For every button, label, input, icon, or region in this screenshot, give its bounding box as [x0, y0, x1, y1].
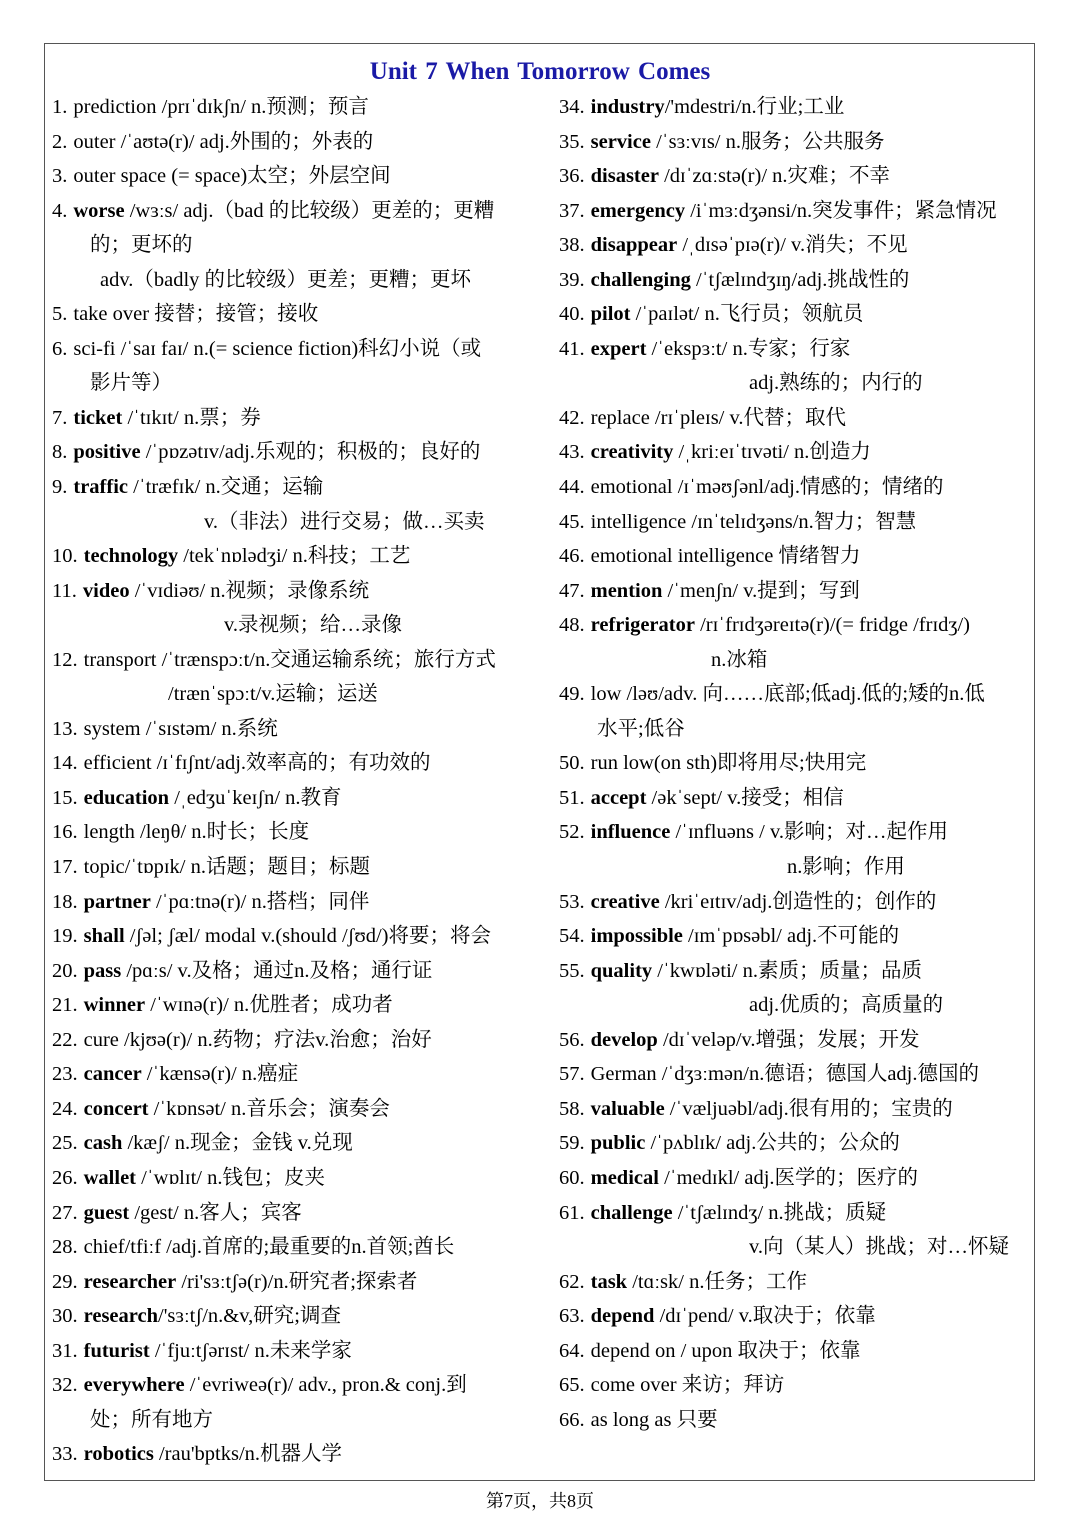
vocab-entry [52, 781, 532, 816]
entry-number: 59. [559, 1132, 585, 1155]
vocab-entry [52, 954, 532, 989]
entry-number: 55. [559, 959, 585, 982]
vocab-entry [52, 159, 532, 194]
vocab-entry [52, 1265, 532, 1300]
vocab-column-left [52, 90, 532, 1472]
entry-definition: /ˈfjuːtʃərɪst/ n.未来学家 [149, 1339, 352, 1362]
entry-number: 11. [52, 579, 77, 602]
vocab-continuation: 影片等） [90, 372, 172, 395]
vocab-continuation: 水平;低谷 [597, 717, 685, 740]
entry-number: 14. [52, 752, 78, 775]
vocab-continuation: adv.（badly 的比较级）更差；更糟；更坏 [100, 268, 472, 291]
entry-definition: /tfiːf /adj.首席的;最重要的n.首领;酋长 [124, 1236, 455, 1259]
entry-word: quality [590, 959, 653, 982]
vocab-entry [559, 1299, 1034, 1334]
vocab-entry [52, 850, 532, 885]
vocab-continuation: v.录视频；给…录像 [224, 614, 403, 637]
entry-number: 7. [52, 406, 68, 429]
vocab-entry [559, 297, 1034, 332]
vocab-continuation: /trænˈspɔːt/v.运输；运送 [168, 683, 378, 706]
entry-definition: /ˈevriweə(r)/ adv., pron.& conj.到 [184, 1374, 467, 1397]
entry-word: technology [83, 545, 179, 568]
vocab-entry [52, 1161, 532, 1196]
entry-number: 5. [52, 303, 68, 326]
entry-number: 19. [52, 925, 78, 948]
entry-word: emotional [590, 476, 673, 499]
vocab-continuation: v.（非法）进行交易；做…买卖 [204, 510, 485, 533]
vocab-entry [52, 1334, 532, 1369]
entry-word: impossible [590, 925, 683, 948]
entry-number: 64. [559, 1339, 585, 1362]
entry-number: 62. [559, 1270, 585, 1293]
entry-number: 10. [52, 545, 78, 568]
vocab-entry [559, 539, 1034, 574]
entry-number: 43. [559, 441, 585, 464]
entry-number: 52. [559, 821, 585, 844]
entry-definition: 接替；接管；接收 [149, 303, 319, 326]
vocab-continuation: n.冰箱 [711, 648, 768, 671]
entry-number: 46. [559, 545, 585, 568]
vocab-entry [52, 332, 532, 367]
entry-word: researcher [83, 1270, 177, 1293]
entry-word: topic [83, 856, 125, 879]
vocab-entry [559, 1334, 1034, 1369]
entry-word: challenging [590, 268, 691, 291]
entry-word: industry [590, 96, 665, 118]
vocab-entry [52, 435, 532, 470]
entry-number: 44. [559, 476, 585, 499]
entry-definition: /tekˈnɒlədʒi/ n.科技；工艺 [178, 545, 411, 568]
entry-number: 22. [52, 1028, 78, 1051]
vocab-entry [559, 677, 1034, 712]
entry-number: 35. [559, 130, 585, 153]
entry-word: outer space [73, 165, 167, 188]
vocab-entry [559, 332, 1034, 367]
entry-definition: (= space)太空；外层空间 [166, 165, 391, 188]
vocab-entry [52, 746, 532, 781]
entry-definition: /ˌkriːeɪˈtɪvəti/ n.创造力 [673, 441, 871, 464]
vocab-entry [52, 574, 532, 609]
entry-number: 57. [559, 1063, 585, 1086]
entry-number: 8. [52, 441, 68, 464]
entry-definition: /ˈpʌblɪk/ adj.公共的；公众的 [645, 1132, 900, 1155]
entry-word: German [590, 1063, 657, 1086]
entry-number: 47. [559, 579, 585, 602]
entry-definition: /ɪˈfɪʃnt/adj.效率高的；有功效的 [151, 752, 431, 775]
entry-word: winner [83, 994, 146, 1017]
entry-number: 24. [52, 1097, 78, 1120]
entry-definition: /ˈmedɪkl/ adj.医学的；医疗的 [658, 1166, 919, 1189]
entry-word: ticket [73, 406, 123, 429]
entry-definition: /rau'bptks/n.机器人学 [153, 1443, 343, 1466]
entry-word: partner [83, 890, 151, 913]
entry-word: depend on / upon [590, 1339, 733, 1362]
entry-definition: /ləʊ/adv. 向……底部;低adj.低的;矮的n.低 [621, 683, 985, 706]
entry-word: efficient [83, 752, 152, 775]
entry-number: 2. [52, 130, 68, 153]
vocab-continuation: 处；所有地方 [90, 1408, 213, 1431]
entry-word: develop [590, 1028, 658, 1051]
entry-definition: /ˈwɪnə(r)/ n.优胜者；成功者 [145, 994, 393, 1017]
entry-word: medical [590, 1166, 659, 1189]
entry-word: challenge [590, 1201, 673, 1224]
vocab-continuation: v.向（某人）挑战；对…怀疑 [749, 1236, 1010, 1259]
entry-number: 25. [52, 1132, 78, 1155]
entry-word: refrigerator [590, 614, 695, 637]
entry-number: 18. [52, 890, 78, 913]
vocab-entry [52, 1230, 532, 1265]
vocab-entry [52, 125, 532, 160]
entry-word: chief [83, 1236, 125, 1259]
entry-word: accept [590, 786, 647, 809]
entry-number: 34. [559, 96, 585, 118]
entry-definition: /iˈmɜːdʒənsi/n.突发事件；紧急情况 [685, 199, 997, 222]
entry-number: 16. [52, 821, 78, 844]
vocab-entry [52, 1196, 532, 1231]
entry-word: emergency [590, 199, 686, 222]
vocab-entry [559, 815, 1034, 850]
entry-number: 51. [559, 786, 585, 809]
entry-definition: /ˈtʃælɪndʒ/ n.挑战；质疑 [672, 1201, 887, 1224]
entry-definition: 情绪智力 [773, 545, 861, 568]
entry-word: shall [83, 925, 125, 948]
vocab-entry [559, 608, 1034, 643]
page-title: Unit 7 When Tomorrow Comes [369, 58, 711, 85]
entry-number: 20. [52, 959, 78, 982]
entry-number: 61. [559, 1201, 585, 1224]
entry-number: 31. [52, 1339, 78, 1362]
entry-definition: /ˈtɒpɪk/ n.话题；题目；标题 [124, 856, 370, 879]
entry-definition: (on sth)即将用尽;快用完 [653, 752, 867, 775]
entry-word: influence [590, 821, 671, 844]
vocab-continuation: adj.优质的；高质量的 [749, 994, 944, 1017]
entry-definition: /ˈkwɒləti/ n.素质；质量；品质 [652, 959, 922, 982]
entry-number: 48. [559, 614, 585, 637]
entry-number: 54. [559, 925, 585, 948]
entry-definition: /ɪˈməʊʃənl/adj.情感的；情绪的 [672, 476, 944, 499]
entry-word: guest [83, 1201, 130, 1224]
entry-word: replace [590, 406, 650, 429]
vocab-entry [559, 125, 1034, 160]
entry-word: pilot [590, 303, 631, 326]
entry-number: 6. [52, 337, 68, 360]
entry-number: 58. [559, 1097, 585, 1120]
entry-number: 12. [52, 648, 78, 671]
entry-word: public [590, 1132, 646, 1155]
entry-definition: /ˈsɪstəm/ n.系统 [140, 717, 278, 740]
vocab-entry [52, 194, 532, 229]
entry-word: positive [73, 441, 141, 464]
vocab-entry [559, 505, 1034, 540]
entry-word: take over [73, 303, 150, 326]
vocab-entry [559, 470, 1034, 505]
entry-number: 50. [559, 752, 585, 775]
entry-definition: /ˈkænsə(r)/ n.癌症 [141, 1063, 299, 1086]
entry-definition: /əkˈsept/ v.接受；相信 [646, 786, 844, 809]
entry-definition: /gest/ n.客人；宾客 [129, 1201, 302, 1224]
entry-word: cash [83, 1132, 123, 1155]
entry-word: wallet [83, 1166, 136, 1189]
vocab-entry [52, 1126, 532, 1161]
entry-definition: /ˈvɪdiəʊ/ n.视频；录像系统 [129, 579, 370, 602]
entry-word: task [590, 1270, 628, 1293]
entry-number: 23. [52, 1063, 78, 1086]
entry-definition: 只要 [671, 1408, 718, 1431]
entry-word: education [83, 786, 170, 809]
entry-number: 66. [559, 1408, 585, 1431]
entry-word: run low [590, 752, 654, 775]
entry-word: cancer [83, 1063, 142, 1086]
entry-number: 40. [559, 303, 585, 326]
entry-definition: /ˈɪnfluəns / v.影响；对…起作用 [670, 821, 949, 844]
vocab-entry [52, 885, 532, 920]
entry-definition: 取决于；依靠 [732, 1339, 861, 1362]
entry-definition: /ˌedʒuˈkeɪʃn/ n.教育 [169, 786, 342, 809]
entry-number: 49. [559, 683, 585, 706]
entry-word: disaster [590, 165, 659, 188]
entry-word: everywhere [83, 1374, 185, 1397]
vocab-entry [559, 263, 1034, 298]
vocab-entry [52, 712, 532, 747]
entry-word: expert [590, 337, 647, 360]
entry-definition: /ˈsaɪ faɪ/ n.(= science fiction)科幻小说（或 [115, 337, 482, 360]
vocab-continuation: 的；更坏的 [90, 234, 193, 257]
entry-definition: /'sɜːtʃ/n.&v,研究;调查 [158, 1305, 341, 1328]
entry-number: 21. [52, 994, 78, 1017]
entry-word: prediction [73, 96, 157, 118]
vocab-entry [559, 1092, 1034, 1127]
vocab-entry [52, 470, 532, 505]
entry-definition: /ˈwɒlɪt/ n.钱包；皮夹 [136, 1166, 325, 1189]
vocab-entry [559, 885, 1034, 920]
entry-word: valuable [590, 1097, 665, 1120]
entry-number: 28. [52, 1236, 78, 1259]
entry-definition: /ˈtræfɪk/ n.交通；运输 [128, 476, 324, 499]
entry-number: 33. [52, 1443, 78, 1466]
entry-number: 17. [52, 856, 78, 879]
vocab-entry [559, 574, 1034, 609]
vocab-entry [559, 90, 1034, 125]
entry-definition: /prɪˈdɪkʃn/ n.预测；预言 [156, 96, 369, 118]
entry-definition: /ˈpɒzətɪv/adj.乐观的；积极的；良好的 [140, 441, 481, 464]
entry-number: 36. [559, 165, 585, 188]
entry-number: 65. [559, 1374, 585, 1397]
vocab-entry [52, 988, 532, 1023]
vocab-continuation: n.影响；作用 [787, 856, 905, 879]
vocab-entry [559, 1126, 1034, 1161]
entry-word: traffic [73, 476, 128, 499]
entry-number: 30. [52, 1305, 78, 1328]
entry-word: system [83, 717, 141, 740]
entry-definition: /'mdestri/n.行业;工业 [664, 96, 845, 118]
vocab-entry [52, 1092, 532, 1127]
vocab-entry [52, 1299, 532, 1334]
vocab-entry [559, 228, 1034, 263]
entry-word: sci-fi [73, 337, 116, 360]
entry-number: 63. [559, 1305, 585, 1328]
vocab-entry [52, 815, 532, 850]
vocab-entry [52, 919, 532, 954]
entry-definition: /ˈaʊtə(r)/ adj.外围的；外表的 [115, 130, 374, 153]
entry-number: 38. [559, 234, 585, 257]
entry-number: 41. [559, 337, 585, 360]
entry-definition: /dɪˈpend/ v.取决于；依靠 [654, 1305, 876, 1328]
entry-definition: /tɑːsk/ n.任务；工作 [627, 1270, 807, 1293]
entry-number: 4. [52, 199, 68, 222]
entry-word: come over [590, 1374, 677, 1397]
vocab-entry [559, 159, 1034, 194]
entry-number: 1. [52, 96, 68, 118]
entry-definition: /ˌdɪsəˈpɪə(r)/ v.消失；不见 [677, 234, 908, 257]
entry-number: 32. [52, 1374, 78, 1397]
entry-number: 26. [52, 1166, 78, 1189]
entry-word: cure [83, 1028, 119, 1051]
entry-number: 9. [52, 476, 68, 499]
entry-number: 42. [559, 406, 585, 429]
entry-word: outer [73, 130, 116, 153]
vocab-entry [52, 539, 532, 574]
entry-number: 60. [559, 1166, 585, 1189]
entry-word: video [82, 579, 130, 602]
entry-word: length [83, 821, 135, 844]
entry-number: 39. [559, 268, 585, 291]
vocab-entry [52, 401, 532, 436]
vocab-entry [52, 297, 532, 332]
entry-word: research [83, 1305, 159, 1328]
entry-definition: /rɪˈfrɪdʒəreɪtə(r)/(= fridge /frɪdʒ/) [694, 614, 971, 637]
entry-definition: 来访；拜访 [676, 1374, 785, 1397]
vocab-entry [52, 1368, 532, 1403]
entry-word: robotics [83, 1443, 154, 1466]
entry-definition: /ˈekspɜːt/ n.专家；行家 [646, 337, 851, 360]
vocab-entry [559, 1023, 1034, 1058]
vocab-entry [559, 1265, 1034, 1300]
entry-definition: /rɪˈpleɪs/ v.代替；取代 [649, 406, 847, 429]
vocab-entry [52, 1057, 532, 1092]
vocab-entry [559, 1161, 1034, 1196]
entry-definition: /ˈsɜːvɪs/ n.服务；公共服务 [650, 130, 885, 153]
entry-word: pass [83, 959, 122, 982]
entry-number: 45. [559, 510, 585, 533]
vocab-entry [52, 643, 532, 678]
entry-definition: /ri'sɜːtʃə(r)/n.研究者;探索者 [176, 1270, 418, 1293]
entry-definition: /ˈtɪkɪt/ n.票；券 [122, 406, 261, 429]
entry-word: service [590, 130, 651, 153]
vocab-entry [52, 90, 532, 125]
vocab-entry [559, 954, 1034, 989]
entry-definition: /ˈpaɪlət/ n.飞行员；领航员 [630, 303, 864, 326]
entry-word: futurist [83, 1339, 150, 1362]
entry-definition: /kriˈeɪtɪv/adj.创造性的；创作的 [659, 890, 937, 913]
entry-definition: /ˈkɒnsət/ n.音乐会；演奏会 [148, 1097, 390, 1120]
vocab-column-right [559, 90, 1034, 1437]
entry-number: 27. [52, 1201, 78, 1224]
entry-definition: /pɑːs/ v.及格；通过n.及格；通行证 [121, 959, 433, 982]
entry-word: low [590, 683, 622, 706]
vocab-entry [559, 746, 1034, 781]
vocab-entry [559, 194, 1034, 229]
vocab-entry [559, 401, 1034, 436]
page-footer: 第7页，共8页 [486, 1491, 594, 1511]
entry-number: 29. [52, 1270, 78, 1293]
vocab-entry [559, 781, 1034, 816]
entry-definition: /leŋθ/ n.时长；长度 [134, 821, 310, 844]
entry-word: disappear [590, 234, 678, 257]
entry-number: 13. [52, 717, 78, 740]
entry-word: concert [83, 1097, 149, 1120]
entry-definition: /ˈtrænspɔːt/n.交通运输系统；旅行方式 [156, 648, 496, 671]
entry-word: emotional intelligence [590, 545, 774, 568]
entry-number: 3. [52, 165, 68, 188]
entry-word: worse [73, 199, 125, 222]
vocab-entry [559, 1057, 1034, 1092]
vocab-entry [52, 1023, 532, 1058]
entry-definition: /ˈdʒɜːmən/n.德语；德国人adj.德国的 [656, 1063, 979, 1086]
entry-word: mention [590, 579, 663, 602]
entry-definition: /ˈvæljuəbl/adj.很有用的；宝贵的 [664, 1097, 953, 1120]
entry-word: as long as [590, 1408, 672, 1431]
entry-definition: /ɪnˈtelɪdʒəns/n.智力；智慧 [686, 510, 917, 533]
entry-word: depend [590, 1305, 655, 1328]
entry-definition: /ˈmenʃn/ v.提到；写到 [662, 579, 860, 602]
entry-number: 37. [559, 199, 585, 222]
vocab-entry [559, 919, 1034, 954]
vocab-entry [559, 1196, 1034, 1231]
entry-definition: /ʃəl; ʃæl/ modal v.(should /ʃʊd/)将要；将会 [124, 925, 492, 948]
vocab-entry [559, 1368, 1034, 1403]
entry-definition: /dɪˈzɑːstə(r)/ n.灾难；不幸 [658, 165, 891, 188]
entry-number: 53. [559, 890, 585, 913]
entry-definition: /ˈpɑːtnə(r)/ n.搭档；同伴 [150, 890, 370, 913]
entry-definition: /dɪˈveləp/v.增强；发展；开发 [657, 1028, 920, 1051]
vocab-entry [559, 435, 1034, 470]
entry-definition: /wɜːs/ adj.（bad 的比较级）更差的；更糟 [124, 199, 495, 222]
entry-word: creativity [590, 441, 674, 464]
entry-definition: /ˈtʃælɪndʒɪŋ/adj.挑战性的 [690, 268, 910, 291]
entry-word: transport [83, 648, 157, 671]
entry-number: 56. [559, 1028, 585, 1051]
vocab-continuation: adj.熟练的；内行的 [749, 372, 923, 395]
entry-number: 15. [52, 786, 78, 809]
entry-word: intelligence [590, 510, 687, 533]
entry-word: creative [590, 890, 660, 913]
entry-definition: /ɪmˈpɒsəbl/ adj.不可能的 [682, 925, 900, 948]
entry-definition: /kjʊə(r)/ n.药物；疗法v.治愈；治好 [118, 1028, 432, 1051]
vocab-entry [559, 1403, 1034, 1438]
entry-definition: /kæʃ/ n.现金；金钱 v.兑现 [122, 1132, 353, 1155]
vocab-entry [52, 1437, 532, 1472]
